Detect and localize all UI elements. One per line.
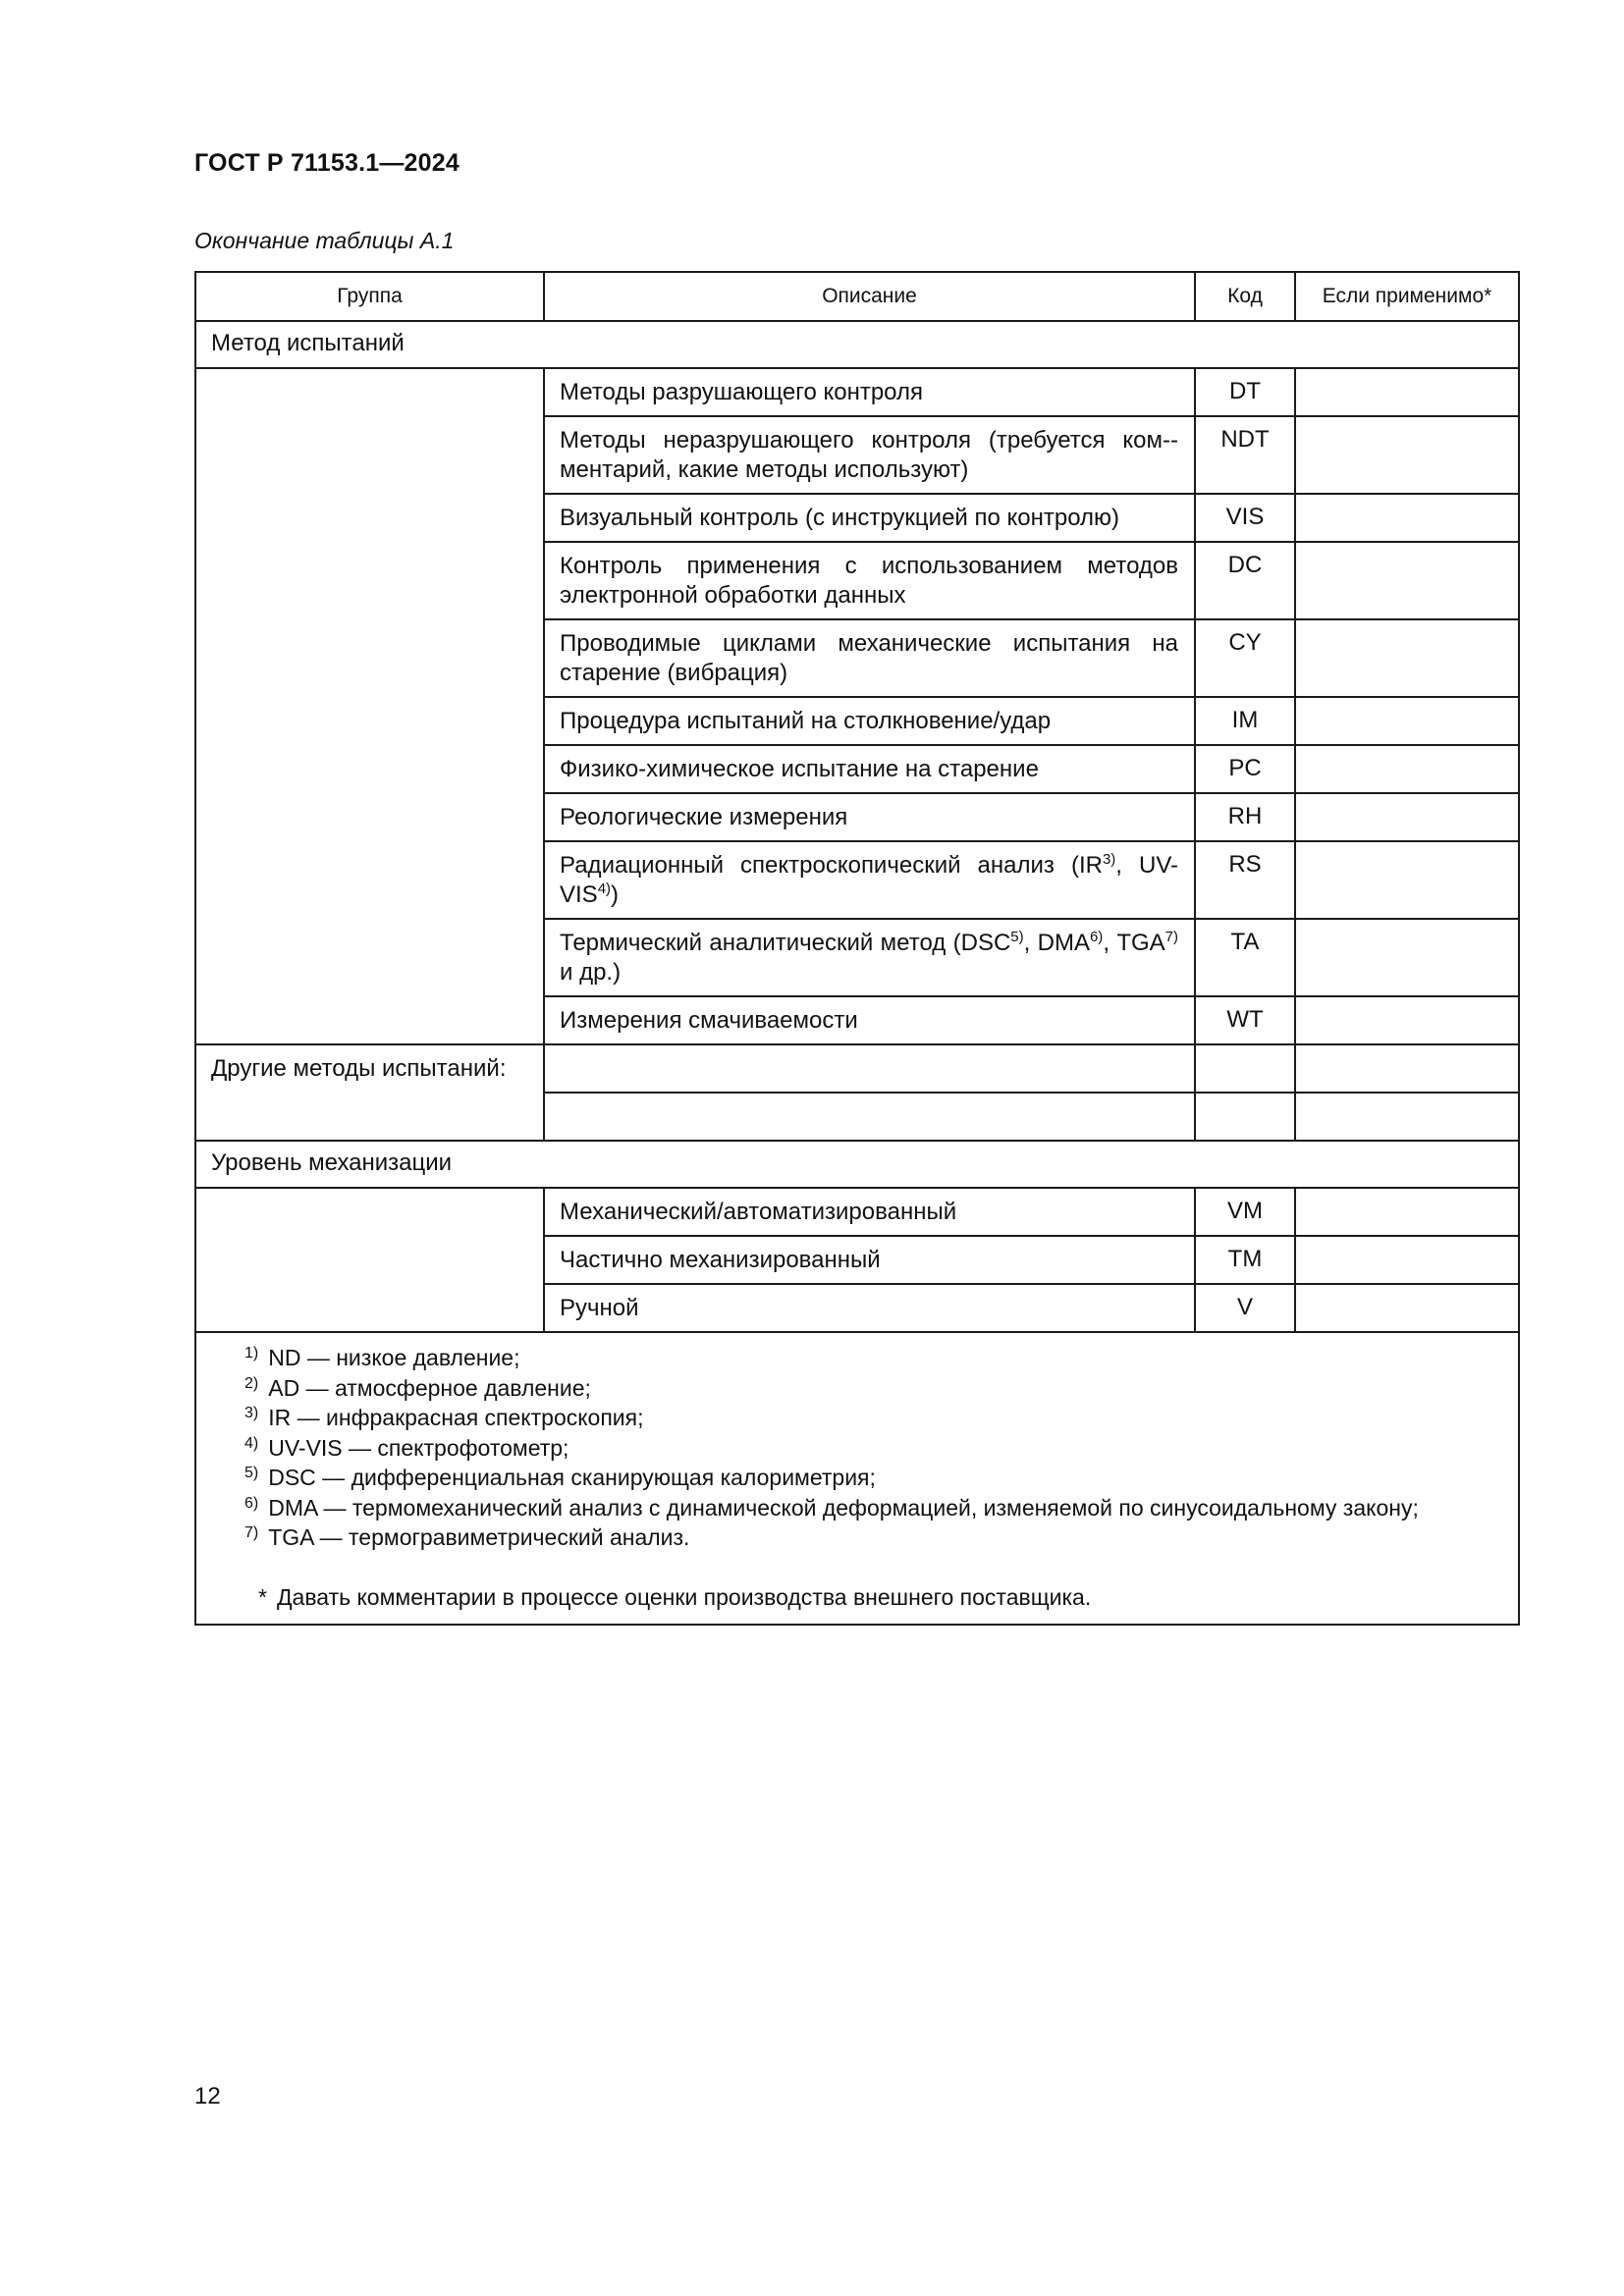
row-description: Методы неразрушающего контроля (требуется ком-ментарий, какие методы используют) [544,416,1195,494]
footnote-mark: 1) [244,1345,259,1362]
group-cell-empty [195,1188,544,1332]
table-caption: Окончание таблицы А.1 [194,228,455,253]
footnote-text: TGA — термогравиметрический анализ. [268,1524,690,1550]
row-description: Визуальный контроль (с инструкцией по контролю) [544,494,1195,542]
row-applicable-cell[interactable] [1295,1044,1519,1093]
row-applicable-cell[interactable] [1295,1093,1519,1141]
col-header-code: Код [1195,272,1295,321]
other-methods-label: Другие методы испытаний: [195,1044,544,1141]
page-number: 12 [194,2083,221,2109]
desc-part: , TGA [1103,930,1165,956]
row-description: Проводимые циклами механические испытания на старение (вибрация) [544,619,1195,697]
footnote [211,1493,1502,1523]
row-applicable-cell[interactable] [1295,996,1519,1044]
footnote [211,1373,1502,1404]
row-code: RS [1195,841,1295,919]
table-row [195,1188,1519,1236]
footnote [211,1403,1502,1433]
desc-part: , DMA [1023,930,1090,956]
row-description: Ручной [544,1284,1195,1332]
row-applicable-cell[interactable] [1295,619,1519,697]
group-title-mechanization: Уровень механизации [195,1141,1519,1188]
footnotes-row [195,1332,1519,1625]
row-applicable-cell[interactable] [1295,793,1519,841]
col-header-if-applicable: Если применимо* [1295,272,1519,321]
row-applicable-cell[interactable] [1295,368,1519,416]
footnote-mark: 2) [244,1374,259,1392]
footnote [211,1343,1502,1373]
row-code: NDT [1195,416,1295,494]
star-note-text: Давать комментарии в процессе оценки производства внешнего поставщика. [276,1583,1092,1610]
row-description: Измерения смачиваемости [544,996,1195,1044]
row-code: VM [1195,1188,1295,1236]
inspection-methods-table [194,271,1520,1626]
footnote-text: UV-VIS — спектрофотометр; [268,1434,569,1461]
footnote [211,1463,1502,1493]
footnote-ref: 7) [1164,929,1178,945]
footnote-mark: 7) [244,1524,259,1541]
group-title-test-methods: Метод испытаний [195,321,1519,368]
row-description [544,841,1195,919]
other-method-code-cell[interactable] [1195,1044,1295,1093]
col-header-description: Описание [544,272,1195,321]
row-description: Частично механизированный [544,1236,1195,1284]
table-row [195,1044,1519,1093]
row-description: Процедура испытаний на столкновение/удар [544,697,1195,745]
footnotes [195,1332,1519,1625]
group-cell-empty [195,368,544,1044]
row-code: TA [1195,919,1295,996]
row-code: RH [1195,793,1295,841]
other-method-description-cell[interactable] [544,1093,1195,1141]
footnote-mark: 4) [244,1434,259,1452]
group-header-row [195,321,1519,368]
footnote-text: AD — атмосферное давление; [268,1374,591,1401]
row-description: Механический/автоматизированный [544,1188,1195,1236]
row-code: TM [1195,1236,1295,1284]
footnote-text: ND — низкое давление; [268,1345,520,1370]
row-applicable-cell[interactable] [1295,494,1519,542]
row-applicable-cell[interactable] [1295,697,1519,745]
desc-part: , UV-VIS [560,852,1178,908]
other-method-code-cell[interactable] [1195,1093,1295,1141]
footnote-text: DMA — термомеханический анализ с динамической деформацией, изменяемой по синусоидальному закону; [268,1494,1419,1521]
table-header-row [195,272,1519,321]
row-applicable-cell[interactable] [1295,1284,1519,1332]
row-code: DC [1195,542,1295,619]
row-code: CY [1195,619,1295,697]
row-description [544,919,1195,996]
desc-part: и др.) [560,959,622,986]
footnote-ref: 3) [1102,851,1116,868]
row-applicable-cell[interactable] [1295,1236,1519,1284]
row-description: Физико-химическое испытание на старение [544,745,1195,793]
row-description: Методы разрушающего контроля [544,368,1195,416]
row-description: Реологические измерения [544,793,1195,841]
footnote-text: IR — инфракрасная спектроскопия; [268,1405,644,1430]
table-row [195,368,1519,416]
desc-part: Термический аналитический метод (DSC [560,930,1011,956]
star-mark: * [258,1583,267,1610]
footnote-ref: 4) [597,881,612,897]
footnote-text: DSC — дифференциальная сканирующая калориметрия; [268,1465,876,1490]
footnote-mark: 6) [244,1494,259,1512]
row-applicable-cell[interactable] [1295,542,1519,619]
star-note [211,1582,1502,1613]
footnote [211,1433,1502,1464]
row-code: WT [1195,996,1295,1044]
desc-part: Радиационный спектроскопический анализ (IR [560,852,1103,879]
desc-part: ) [611,881,620,908]
row-description: Контроль применения с использованием методов электронной обработки данных [544,542,1195,619]
row-applicable-cell[interactable] [1295,745,1519,793]
row-code: DT [1195,368,1295,416]
row-code: VIS [1195,494,1295,542]
row-applicable-cell[interactable] [1295,919,1519,996]
col-header-group: Группа [195,272,544,321]
row-applicable-cell[interactable] [1295,841,1519,919]
other-method-description-cell[interactable] [544,1044,1195,1093]
row-code: IM [1195,697,1295,745]
footnote [211,1522,1502,1553]
row-code: PC [1195,745,1295,793]
footnote-ref: 5) [1010,929,1024,945]
footnote-ref: 6) [1089,929,1104,945]
row-applicable-cell[interactable] [1295,416,1519,494]
row-applicable-cell[interactable] [1295,1188,1519,1236]
footnote-mark: 5) [244,1465,259,1481]
document-code: ГОСТ Р 71153.1—2024 [194,149,460,177]
row-code: V [1195,1284,1295,1332]
group-header-row [195,1141,1519,1188]
footnote-mark: 3) [244,1405,259,1421]
